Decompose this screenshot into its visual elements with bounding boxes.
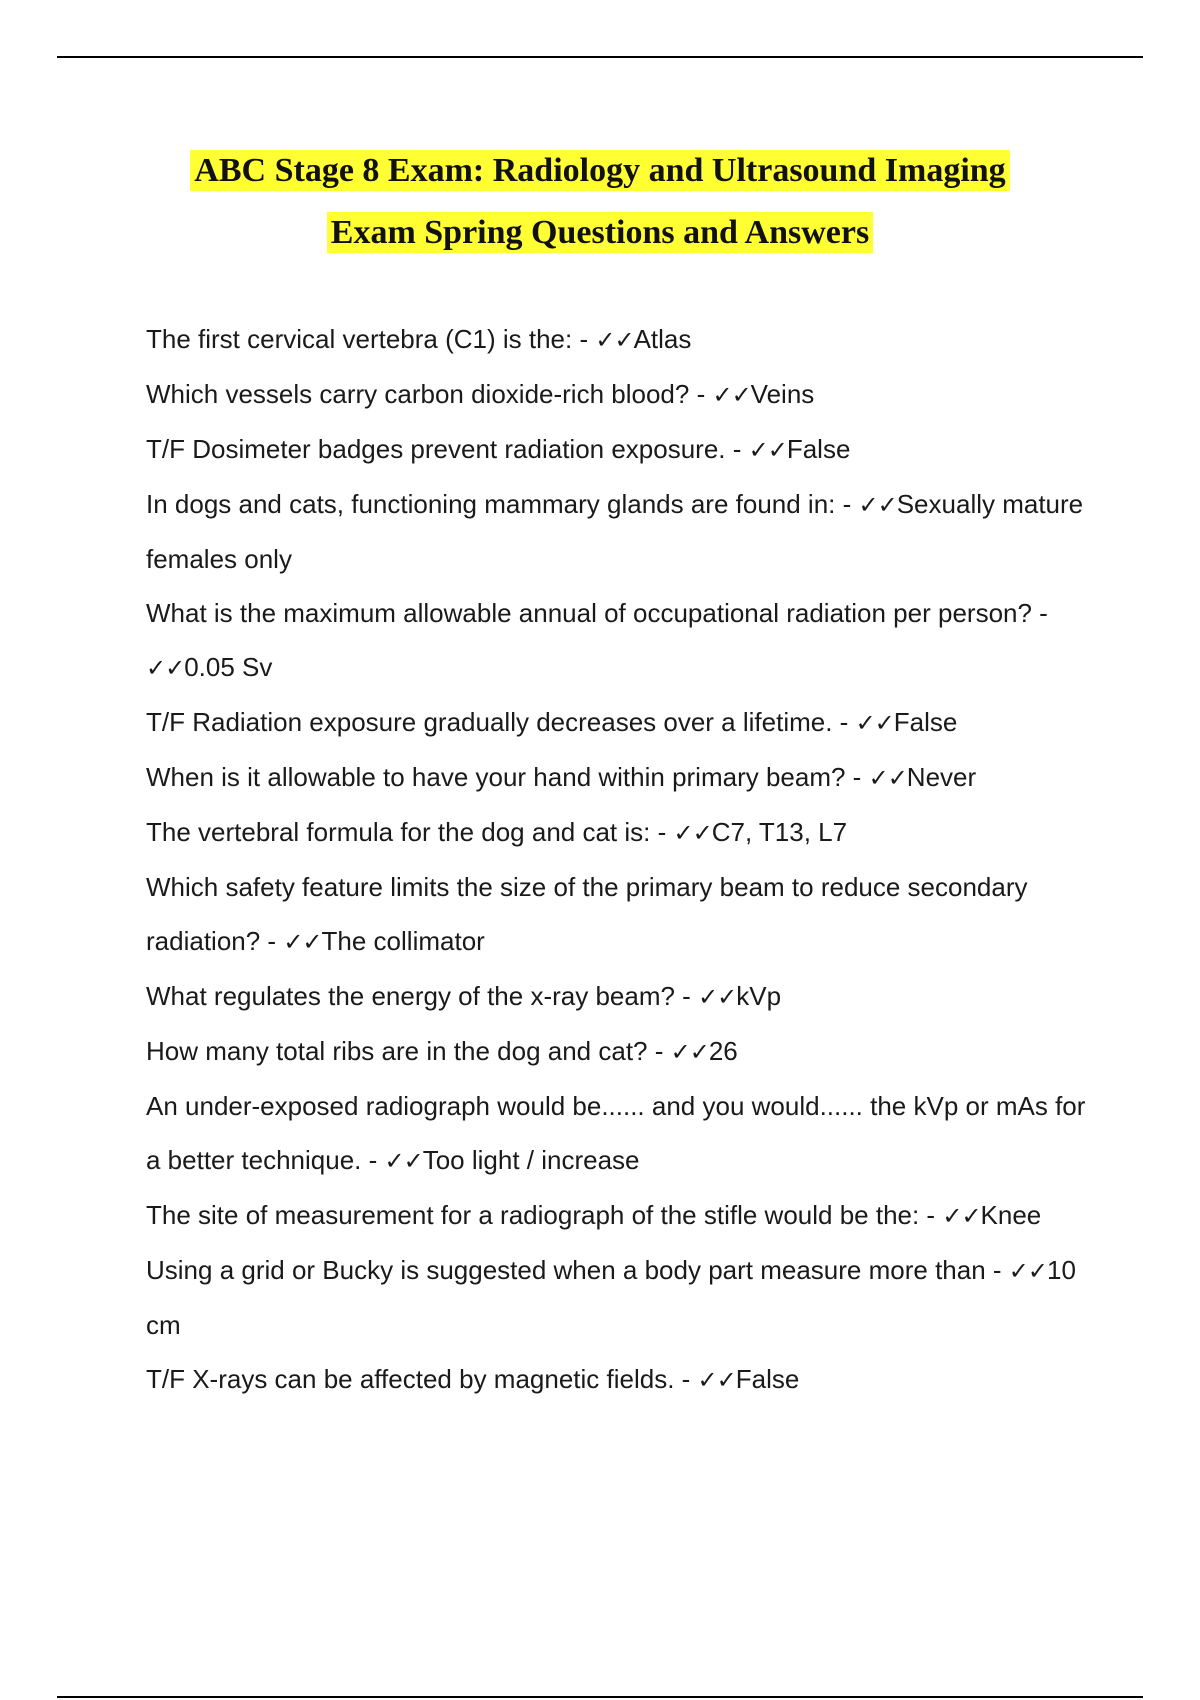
answer-text: False xyxy=(735,1364,800,1394)
answer-text: Atlas xyxy=(633,324,692,354)
double-check-icon: ✓✓ xyxy=(670,1038,709,1066)
question-text: An under-exposed radiograph would be...... and you would...... the kVp or mAs for a better technique. - xyxy=(146,1091,1086,1175)
qa-item xyxy=(146,312,1096,367)
top-rule xyxy=(57,56,1143,58)
answer-text: 0.05 Sv xyxy=(184,652,273,682)
answer-text: The collimator xyxy=(321,926,485,956)
question-text: Which safety feature limits the size of the primary beam to reduce secondary radiation? - xyxy=(146,872,1028,956)
question-text: T/F Radiation exposure gradually decreases over a lifetime. - xyxy=(146,707,856,737)
qa-item xyxy=(146,1024,1096,1079)
double-check-icon: ✓✓ xyxy=(283,928,322,956)
double-check-icon: ✓✓ xyxy=(698,983,737,1011)
question-text: T/F Dosimeter badges prevent radiation exposure. - xyxy=(146,434,749,464)
double-check-icon: ✓✓ xyxy=(855,709,894,737)
qa-item xyxy=(146,969,1096,1024)
double-check-icon: ✓✓ xyxy=(673,819,712,847)
qa-list xyxy=(146,312,1096,1407)
double-check-icon: ✓✓ xyxy=(146,654,185,682)
qa-item xyxy=(146,1079,1096,1188)
question-text: T/F X-rays can be affected by magnetic fields. - xyxy=(146,1364,698,1394)
double-check-icon: ✓✓ xyxy=(858,491,897,519)
answer-text: Sexually mature females only xyxy=(146,489,1084,574)
qa-item xyxy=(146,367,1096,422)
answer-text: 10 cm xyxy=(146,1255,1076,1340)
answer-text: False xyxy=(893,707,958,737)
question-text: The first cervical vertebra (C1) is the: - xyxy=(146,324,596,354)
double-check-icon: ✓✓ xyxy=(1008,1257,1047,1285)
bottom-rule xyxy=(57,1696,1143,1698)
double-check-icon: ✓✓ xyxy=(697,1366,736,1394)
qa-item xyxy=(146,422,1096,477)
double-check-icon: ✓✓ xyxy=(748,436,787,464)
question-text: In dogs and cats, functioning mammary glands are found in: - xyxy=(146,489,859,519)
qa-item xyxy=(146,805,1096,860)
answer-text: Never xyxy=(906,762,977,792)
question-text: When is it allowable to have your hand within primary beam? - xyxy=(146,762,869,792)
answer-text: False xyxy=(786,434,851,464)
answer-text: 26 xyxy=(708,1036,738,1066)
question-text: Using a grid or Bucky is suggested when a body part measure more than - xyxy=(146,1255,1009,1285)
double-check-icon: ✓✓ xyxy=(942,1202,981,1230)
qa-item xyxy=(146,695,1096,750)
qa-item xyxy=(146,860,1096,969)
question-text: What regulates the energy of the x-ray beam? - xyxy=(146,981,699,1011)
title-line-1: ABC Stage 8 Exam: Radiology and Ultrasound Imaging xyxy=(190,150,1009,191)
answer-text: kVp xyxy=(736,981,782,1011)
question-text: The site of measurement for a radiograph of the stifle would be the: - xyxy=(146,1200,943,1230)
question-text: What is the maximum allowable annual of occupational radiation per person? - xyxy=(146,598,1048,628)
qa-item xyxy=(146,477,1096,586)
double-check-icon: ✓✓ xyxy=(868,764,907,792)
qa-item xyxy=(146,1352,1096,1407)
question-text: Which vessels carry carbon dioxide-rich blood? - xyxy=(146,379,713,409)
answer-text: Veins xyxy=(750,379,815,409)
double-check-icon: ✓✓ xyxy=(712,381,751,409)
qa-item xyxy=(146,1188,1096,1243)
double-check-icon: ✓✓ xyxy=(384,1147,423,1175)
title-line-2: Exam Spring Questions and Answers xyxy=(327,212,873,253)
question-text: How many total ribs are in the dog and cat? - xyxy=(146,1036,671,1066)
double-check-icon: ✓✓ xyxy=(595,326,634,354)
document-title xyxy=(0,140,1200,264)
question-text: The vertebral formula for the dog and cat is: - xyxy=(146,817,674,847)
qa-item xyxy=(146,1243,1096,1352)
answer-text: C7, T13, L7 xyxy=(711,817,848,847)
answer-text: Knee xyxy=(980,1200,1042,1230)
answer-text: Too light / increase xyxy=(422,1145,640,1175)
qa-item xyxy=(146,750,1096,805)
qa-item xyxy=(146,586,1096,695)
